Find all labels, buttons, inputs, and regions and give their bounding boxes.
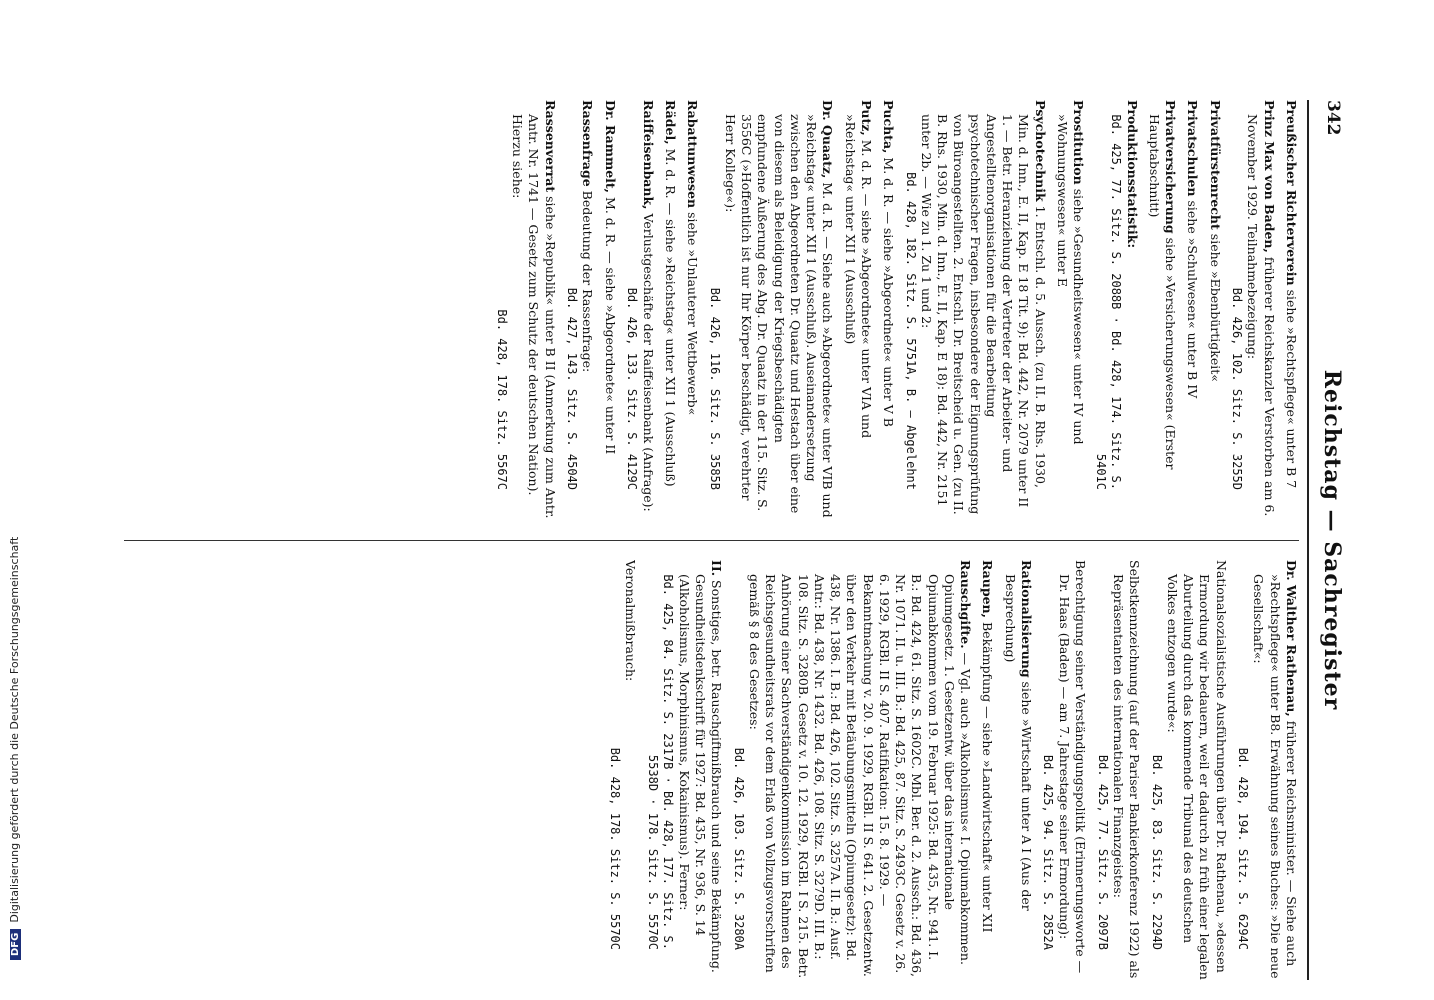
entry-refs: Bd. 428, 178. Sitz. 5567C — [494, 309, 509, 490]
index-entry — [644, 560, 724, 980]
entry-text: siehe »Versicherungswesen« (Erster Hauptabschnitt) — [1146, 114, 1179, 470]
entry-term: Putz, — [858, 100, 874, 136]
entry-text: Bekämpfung — siehe »Landwirtschaft« unter XII — [980, 621, 996, 933]
entry-refs: Bd. 428, 182. Sitz. S. 5751A, B. — Abgelehnt — [903, 172, 918, 490]
dfg-logo: DFG — [10, 929, 21, 960]
entry-refs: Bd. 425, 77. Sitz. S. 2097B — [1095, 754, 1110, 950]
entry-refs: Bd. 426, 133. Sitz. S. 4129C — [625, 287, 640, 490]
index-entry — [1146, 100, 1179, 520]
entry-term: Rauschgifte. — [958, 560, 974, 649]
entry-text: Bedeutung der Rassenfrage: — [580, 190, 596, 373]
index-entry — [1206, 100, 1222, 520]
entry-text: Selbstkennzeichnung (auf der Pariser Bankierkonferenz 1922) als Repräsentanten des internationalen Finanzgeistes: — [1110, 560, 1143, 979]
column-divider — [124, 540, 1299, 541]
entry-term: Psychotechnik — [1032, 100, 1048, 202]
entry-term: Raiffeisenbank, — [640, 100, 656, 210]
page-header — [1307, 100, 1349, 980]
entry-term: Privatversicherung — [1163, 100, 1179, 234]
entry-term: II. — [709, 560, 725, 577]
entry-term: Prostitution — [1071, 100, 1087, 185]
index-entry — [1094, 560, 1142, 980]
entry-text: — Vgl. auch »Alkoholismus« I. Opiumabkommen. Opiumgesetz. 1. Gesetzentw. über das internationale Opiumabkommen vom 19. Februar 1925: Bd. 435, Nr. 941. I. B.: Bd. 424, 61. Sitz. S. 1602C. Mbl. Ber. d. 2. Aussch.: Bd. 436, Nr. 1071. II. u. III. B.: Bd. 425, 87. Sitz. S. 2493C. Gesetz v. 26. 6. 1929, RGBl. II S. 407. Ratifikation: 15. 8. 1929. — Bekanntmachung v. 20. 9. 1929, RGBl. II S. 641. 2. Gesetzentw. über den Verkehr mit Betäubungsmitteln (Opiumgesetz): Bd. 438, Nr. 1386. I. B.: Bd. 426, 102. Sitz. S. 3257A. II. B.: Ausf. Antr.: Bd. 438, Nr. 1432. Bd. 426, 108. Sitz. S. 3279D. III. B.: 108. Sitz. S. 3280B. Gesetz v. 10. 12. 1929, RGBl. I S. 215. Betr. Anhörung einer Sachverständigenkommission im Rahmen des Reichsgesundheitsrats vor dem Erlaß von Vollzugsvorschriften gemäß § 8 des Gesetzes: — [746, 574, 974, 979]
index-entry — [1283, 100, 1299, 520]
entry-term: Privatfürstenrecht — [1207, 100, 1223, 230]
entry-text: Berechtigung seiner Verständigungspolitik (Erinnerungsworte — Dr. Haas (Baden) — am 7. Jahrestage seiner Ermordung): — [1056, 560, 1088, 974]
entry-text: M. d. R. — siehe »Abgeordnete« unter II — [602, 197, 618, 455]
entry-term: Rassenfrage — [580, 100, 596, 187]
entry-text: früherer Reichsminister. — Siehe auch »Rechtspflege« unter B8. Erwähnung seines Buches: »Die neue Gesellschaft«: — [1251, 574, 1299, 979]
index-entry — [1054, 100, 1087, 520]
entry-text: siehe »Schulwesen« unter B IV — [1185, 200, 1201, 399]
entry-text: M. d. R. — Siehe auch »Abgeordnete« unter VIB und »Reichstag« unter XII 1 (Ausschluß). Auseinandersetzung zwischen den Abgeordneten Dr. Quaatz und Hestach über eine von diesem als Beleidigung der Kriegsbeschädigten empfundene Äußerung des Abg. Dr. Quaatz in der 115. Sitz. S. 3556C (»Hoffentlich ist nur Ihr Körper beschädigt, verehrter Herr Kollege«): — [722, 114, 836, 518]
entry-term: Privatschulen — [1185, 100, 1201, 197]
index-entry — [684, 100, 700, 520]
index-entry — [1040, 560, 1088, 980]
entry-text: M. d. R. — siehe »Reichstag« unter XII 1 (Ausschluß) — [662, 148, 678, 487]
footer-text: Digitalisierung gefördert durch die Deutsche Forschungsgemeinschaft — [8, 536, 21, 923]
index-entry — [493, 100, 557, 520]
entry-text: siehe »Rechtspflege« unter B 7 — [1284, 289, 1299, 489]
entry-term: Puchta, — [881, 100, 897, 154]
entry-term: Raupen, — [980, 560, 996, 618]
index-entry — [1229, 100, 1277, 520]
entry-refs: Bd. 425, 94. Sitz. S. 2852A — [1041, 754, 1056, 950]
entry-text: siehe »Ebenbürtigkeit« — [1207, 233, 1223, 382]
index-entry — [1148, 560, 1229, 980]
index-entry — [606, 560, 638, 980]
index-entry — [730, 560, 973, 980]
index-entry — [662, 100, 678, 520]
entry-term: Rationalisierung — [1018, 560, 1034, 678]
index-entry — [979, 560, 995, 980]
entry-text: Nationalsozialistische Ausführungen über Dr. Rathenau, »dessen Ermordung wir bedauern, weil er dadurch zu früh einer legalen Aburteilung durch das kommende Tribunal des deutschen Volkes entzogen wurde«: — [1164, 560, 1229, 980]
index-entry — [902, 100, 1048, 520]
entry-refs: Bd. 426, 102. Sitz. S. 3255D — [1230, 287, 1245, 490]
index-entry — [880, 100, 896, 520]
entry-term: Rädel, — [662, 100, 678, 145]
index-entry — [564, 100, 596, 520]
entry-term: Rassenverrat — [542, 100, 558, 193]
entry-refs: Bd. 426, 103. Sitz. S. 3280A — [731, 747, 746, 950]
index-entry — [1001, 560, 1034, 980]
entry-term: Dr. Rammelt, — [602, 100, 618, 194]
entry-text: siehe »Republik« unter B II (Anmerkung zum Antr. Antr. Nr. 1741 — Gesetz zum Schutz der deutschen Nation). Hierzu siehe: — [510, 114, 558, 519]
index-entry — [1092, 100, 1139, 520]
entry-term: Dr. Walther Rathenau, — [1284, 560, 1299, 717]
entry-term: Produktionsstatistik: — [1124, 100, 1140, 249]
entry-text: siehe »Unlauterer Wettbewerb« — [685, 212, 701, 416]
index-entry — [1184, 100, 1200, 520]
entry-refs: Bd. 425, 84. Sitz. S. 2317B · Bd. 428, 177. Sitz. S. 5538D · 178. Sitz. S. 5570C — [645, 574, 676, 950]
footer — [8, 0, 28, 960]
running-title: Reichstag — Sachregister — [1319, 369, 1345, 711]
entry-refs: Bd. 425, 77. Sitz. S. 2088B · Bd. 428, 174. Sitz. S. 5401C — [1093, 114, 1124, 490]
entry-text: Verlustgeschäfte der Raiffeisenbank (Anfrage): — [640, 213, 656, 512]
index-entry — [624, 100, 656, 520]
entry-term: Dr. Quaatz, — [820, 100, 836, 179]
entry-text: früherer Reichskanzler Verstorben am 6. November 1929. Teilnahmebezeigung: — [1245, 114, 1277, 517]
right-column — [119, 560, 1299, 980]
entry-text: Veronalmißbrauch: — [623, 560, 639, 682]
entry-refs: Bd. 428, 178. Sitz. S. 5570C — [607, 747, 622, 950]
page-number: 342 — [1323, 100, 1343, 136]
entry-text: siehe »Gesundheitswesen« unter IV und »Wohnungswesen« unter E — [1054, 114, 1087, 445]
entry-refs: Bd. 425, 83. Sitz. S. 2294D — [1149, 754, 1164, 950]
entry-text: M. d. R. — siehe »Abgeordnete« unter V B — [881, 157, 897, 427]
entry-term: Rabattunwesen — [685, 100, 701, 209]
entry-refs: Bd. 427, 143. Sitz. S. 4504D — [565, 287, 580, 490]
index-entry — [1235, 560, 1299, 980]
index-entry — [601, 100, 617, 520]
entry-term: Prinz Max von Baden, — [1261, 100, 1277, 253]
entry-text: Sonstiges, betr. Rauschgiftmißbrauch und seine Bekämpfung. Gesundheitsdenkschrift für 1927: Bd. 435, Nr. 936, S. 14 (Alkoholismus, Morphinismus, Kokainismus). Ferner: — [676, 574, 725, 973]
entry-text: siehe »Wirtschaft unter A I (Aus der Besprechung) — [1002, 574, 1034, 911]
entry-refs: Bd. 426, 116. Sitz. S. 3585B — [707, 287, 722, 490]
index-entry — [841, 100, 874, 520]
entry-text: M. d. R. — siehe »Abgeordnete« unter VIA und »Reichstag« unter XII 1 (Ausschluß) — [842, 114, 874, 439]
left-column — [119, 100, 1299, 520]
index-entry — [706, 100, 835, 520]
entry-text: 1. Entschl. d. 5. Aussch. (zu II. B. Rhs. 1930, Min. d. Inn., E. II, Kap. E 18 Tit. 9): Bd. 442, Nr. 2079 unter II 1. — Betr. Heranziehung der Vertreter der Arbeiter- und Angestelltenorganisationen für die Bearbeitung psychotechnischer Fragen, insbesondere der Eignungsprüfung von Büroangestellten. 2. Entschl. Dr. Breitscheid u. Gen. (zu II. B. Rhs. 1930, Min. d. Inn., E. II, Kap. E 18): Bd. 442, Nr. 2151 unter 2b. — Wie zu 1. Zu 1 und 2: — [918, 114, 1048, 515]
entry-refs: Bd. 428, 194. Sitz. S. 6294C — [1236, 747, 1251, 950]
entry-term: Preußischer Richterverein — [1284, 100, 1299, 286]
